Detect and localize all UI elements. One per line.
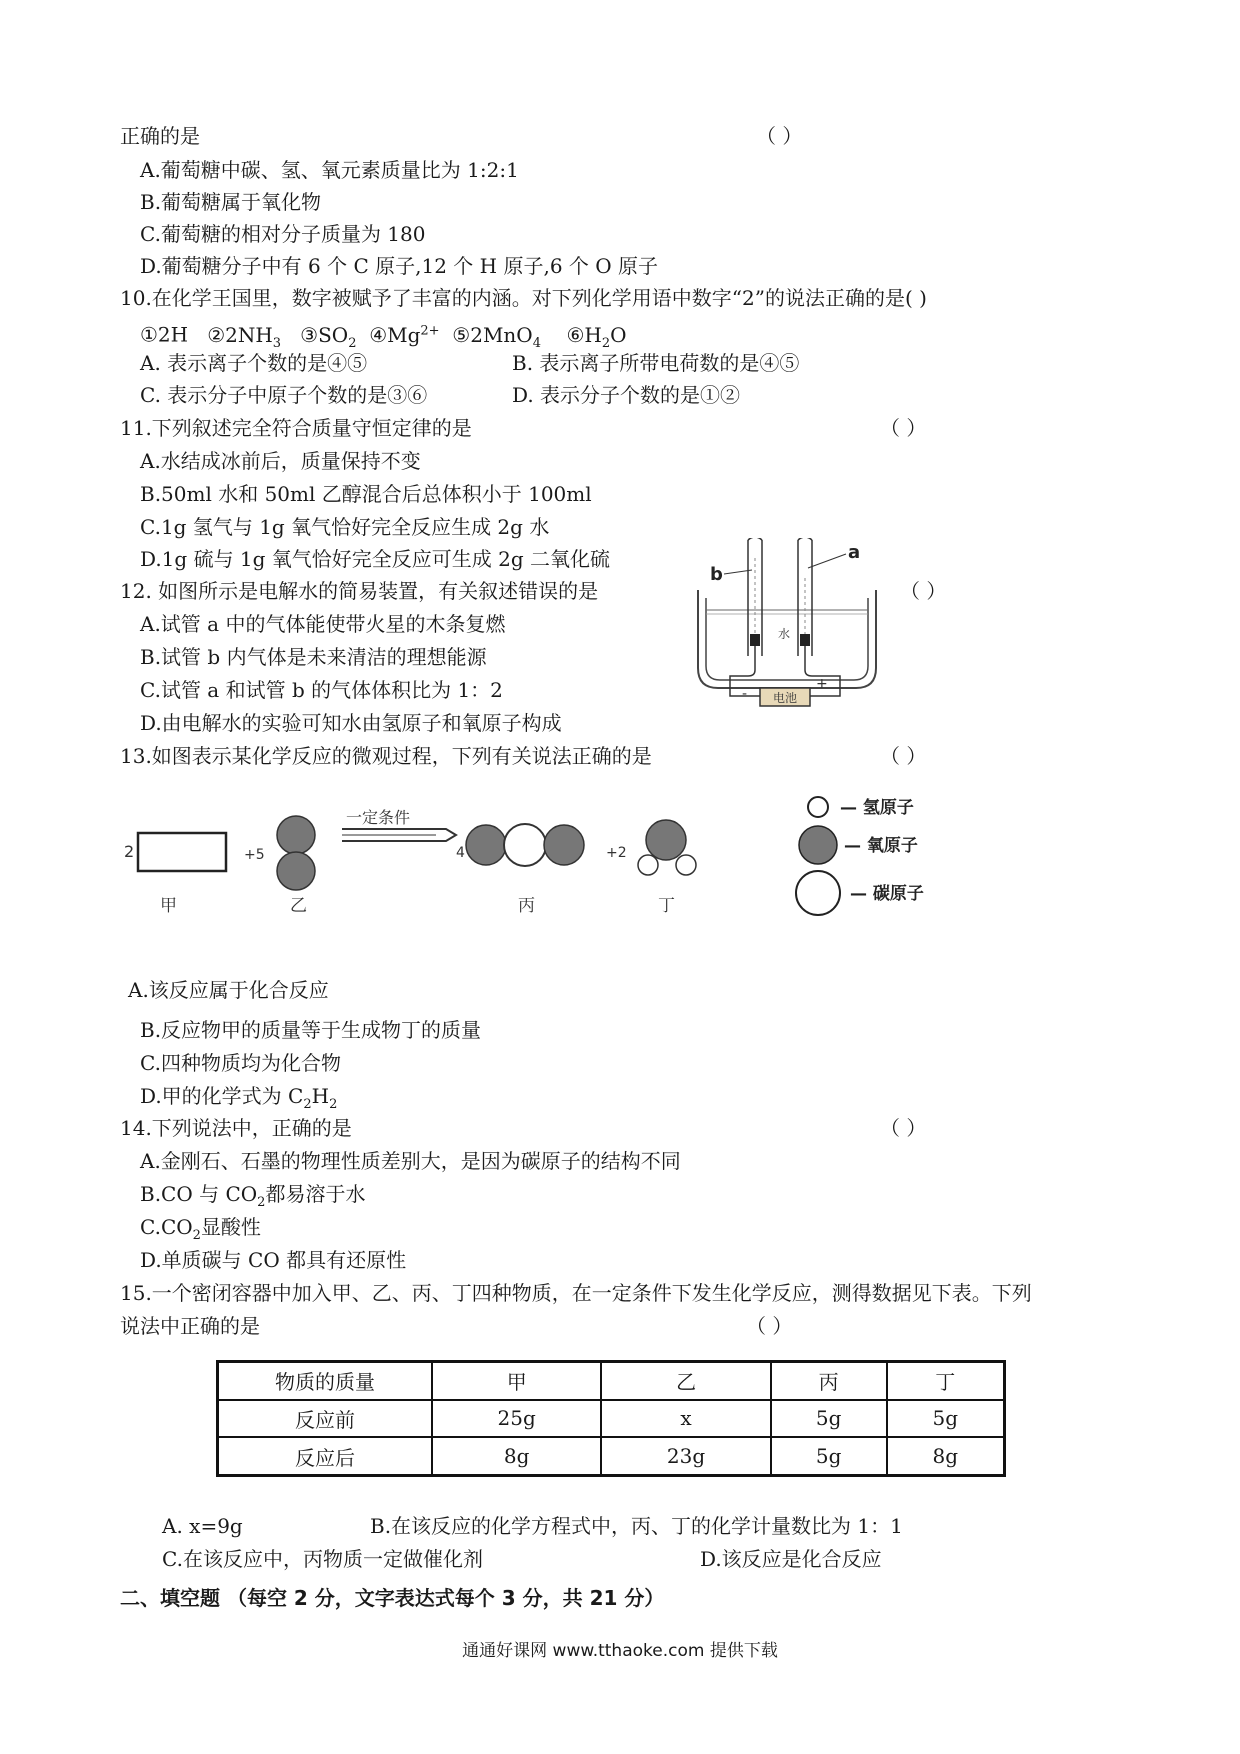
q11-option-b: B.50ml 水和 50ml 乙醇混合后总体积小于 100ml bbox=[140, 482, 592, 506]
label-bing: 丙 bbox=[518, 896, 535, 916]
q14-stem: 14.下列说法中，正确的是 bbox=[120, 1116, 352, 1140]
legend-hydrogen-icon bbox=[808, 797, 828, 817]
table-cell: 8g bbox=[887, 1437, 1005, 1475]
q9-answer-paren: （ ） bbox=[756, 124, 803, 148]
hydrogen-atom bbox=[638, 855, 658, 875]
tube-b-label: b bbox=[710, 564, 723, 585]
q11-option-c: C.1g 氢气与 1g 氧气恰好完全反应生成 2g 水 bbox=[140, 515, 550, 539]
formula-2: $②2NH_3$ bbox=[207, 322, 282, 351]
q13-option-d: D.甲的化学式为 $C_2H_2$ bbox=[140, 1084, 338, 1112]
micro-reaction-figure bbox=[118, 785, 968, 925]
table-cell: 23g bbox=[601, 1437, 770, 1475]
legend-oxygen: — 氧原子 bbox=[844, 836, 918, 856]
formula-1: ①2H bbox=[140, 322, 189, 347]
coef-bing: 4 bbox=[456, 845, 465, 861]
table-row bbox=[218, 1437, 1005, 1475]
q14-option-a: A.金刚石、石墨的物理性质差别大，是因为碳原子的结构不同 bbox=[140, 1149, 681, 1173]
q9-option-b: B.葡萄糖属于氧化物 bbox=[140, 190, 322, 214]
q12-option-a: A.试管 a 中的气体能使带火星的木条复燃 bbox=[140, 612, 506, 636]
q13-option-c: C.四种物质均为化合物 bbox=[140, 1051, 341, 1075]
q10-stem: 10.在化学王国里，数字被赋予了丰富的内涵。对下列化学用语中数字“2”的说法正确的是( ) bbox=[120, 286, 927, 310]
table-header-cell: 物质的质量 bbox=[218, 1362, 433, 1400]
oxygen-atom bbox=[544, 825, 584, 865]
q10-option-d: D. 表示分子个数的是①② bbox=[512, 383, 741, 407]
q15-option-a: A. x=9g bbox=[162, 1514, 243, 1538]
q10-option-c: C. 表示分子中原子个数的是③⑥ bbox=[140, 383, 428, 407]
q12-stem: 12. 如图所示是电解水的简易装置，有关叙述错误的是 bbox=[120, 579, 599, 603]
oxygen-atom bbox=[277, 852, 315, 890]
q15-option-d: D.该反应是化合反应 bbox=[700, 1547, 882, 1571]
q13-option-b: B.反应物甲的质量等于生成物丁的质量 bbox=[140, 1018, 482, 1042]
table-cell: 5g bbox=[771, 1437, 887, 1475]
coef-yi: +5 bbox=[244, 847, 265, 863]
water-label: 水 bbox=[778, 627, 791, 641]
molecule-jia bbox=[138, 833, 226, 871]
q9-option-a: A.葡萄糖中碳、氢、氧元素质量比为 1:2:1 bbox=[140, 158, 519, 182]
oxygen-atom bbox=[646, 820, 686, 860]
plus-sign: + bbox=[816, 676, 828, 692]
formula-6: $⑥H_2O$ bbox=[566, 322, 627, 351]
q15-option-b: B.在该反应的化学方程式中，丙、丁的化学计量数比为 1：1 bbox=[370, 1514, 903, 1538]
hydrogen-atom bbox=[676, 855, 696, 875]
formula-3: $③SO_2$ bbox=[300, 322, 357, 351]
q11-option-a: A.水结成冰前后，质量保持不变 bbox=[140, 449, 421, 473]
q9-option-d: D.葡萄糖分子中有 6 个 C 原子,12 个 H 原子,6 个 O 原子 bbox=[140, 254, 659, 278]
formula-4: $④Mg^{2+}$ bbox=[369, 322, 440, 347]
q13-answer-paren: （ ） bbox=[880, 744, 927, 768]
q12-option-b: B.试管 b 内气体是未来清洁的理想能源 bbox=[140, 645, 487, 669]
electrolysis-apparatus-figure bbox=[690, 538, 880, 708]
q13-stem: 13.如图表示某化学反应的微观过程，下列有关说法正确的是 bbox=[120, 744, 652, 768]
q15-stem: 15.一个密闭容器中加入甲、乙、丙、丁四种物质，在一定条件下发生化学反应，测得数据见下表。下列 bbox=[120, 1281, 1032, 1305]
legend-carbon-icon bbox=[796, 871, 840, 915]
table-header-cell: 丁 bbox=[887, 1362, 1005, 1400]
formula-5: ⑤2MnO$_4$ bbox=[452, 322, 541, 351]
mass-data-table bbox=[216, 1360, 1006, 1477]
legend-oxygen-icon bbox=[799, 826, 837, 864]
legend-carbon: — 碳原子 bbox=[850, 884, 924, 904]
q14-option-c: $C.CO_2$显酸性 bbox=[140, 1215, 261, 1243]
oxygen-atom bbox=[466, 825, 506, 865]
table-header-cell: 甲 bbox=[432, 1362, 601, 1400]
page-footer: 通通好课网 www.tthaoke.com 提供下载 bbox=[462, 1641, 778, 1661]
q10-option-a: A. 表示离子个数的是④⑤ bbox=[140, 351, 368, 375]
table-cell: 5g bbox=[771, 1400, 887, 1438]
label-jia: 甲 bbox=[160, 896, 177, 916]
label-yi: 乙 bbox=[290, 896, 307, 916]
table-row bbox=[218, 1400, 1005, 1438]
battery-label: 电池 bbox=[772, 691, 798, 705]
q9-option-c: C.葡萄糖的相对分子质量为 180 bbox=[140, 222, 426, 246]
table-cell: 反应前 bbox=[218, 1400, 433, 1438]
q14-answer-paren: （ ） bbox=[880, 1116, 927, 1140]
table-header-cell: 乙 bbox=[601, 1362, 770, 1400]
q14-option-d: D.单质碳与 CO 都具有还原性 bbox=[140, 1248, 407, 1272]
q15-stem-cont: 说法中正确的是 bbox=[120, 1314, 260, 1338]
q12-answer-paren: （ ） bbox=[900, 579, 947, 603]
q10-option-b: B. 表示离子所带电荷数的是④⑤ bbox=[512, 351, 800, 375]
section-2-heading: 二、填空题 （每空 2 分，文字表达式每个 3 分，共 21 分） bbox=[120, 1586, 665, 1610]
q15-answer-paren: （ ） bbox=[746, 1314, 793, 1338]
q13-option-a: A.该反应属于化合反应 bbox=[128, 978, 329, 1002]
carbon-atom bbox=[504, 824, 546, 866]
q12-option-d: D.由电解水的实验可知水由氢原子和氧原子构成 bbox=[140, 711, 562, 735]
q14-option-b: B.CO 与 $CO_2$都易溶于水 bbox=[140, 1182, 366, 1210]
label-ding: 丁 bbox=[658, 896, 675, 916]
q11-answer-paren: （ ） bbox=[880, 416, 927, 440]
coef-ding: +2 bbox=[606, 845, 627, 861]
oxygen-atom bbox=[277, 816, 315, 854]
q15-option-c: C.在该反应中，丙物质一定做催化剂 bbox=[162, 1547, 483, 1571]
table-cell: 8g bbox=[432, 1437, 601, 1475]
table-cell: 5g bbox=[887, 1400, 1005, 1438]
table-header-cell: 丙 bbox=[771, 1362, 887, 1400]
table-header-row bbox=[218, 1362, 1005, 1400]
q11-stem: 11.下列叙述完全符合质量守恒定律的是 bbox=[120, 416, 472, 440]
q11-option-d: D.1g 硫与 1g 氧气恰好完全反应可生成 2g 二氧化硫 bbox=[140, 547, 611, 571]
table-cell: 25g bbox=[432, 1400, 601, 1438]
tube-a-label: a bbox=[848, 542, 861, 563]
q9-stem: 正确的是 bbox=[120, 124, 200, 148]
q12-option-c: C.试管 a 和试管 b 的气体体积比为 1：2 bbox=[140, 678, 503, 702]
minus-sign: - bbox=[742, 686, 748, 702]
table-cell: x bbox=[601, 1400, 770, 1438]
condition-text: 一定条件 bbox=[346, 808, 411, 827]
table-cell: 反应后 bbox=[218, 1437, 433, 1475]
legend-hydrogen: — 氢原子 bbox=[840, 798, 914, 818]
coef-jia: 2 bbox=[124, 842, 135, 861]
